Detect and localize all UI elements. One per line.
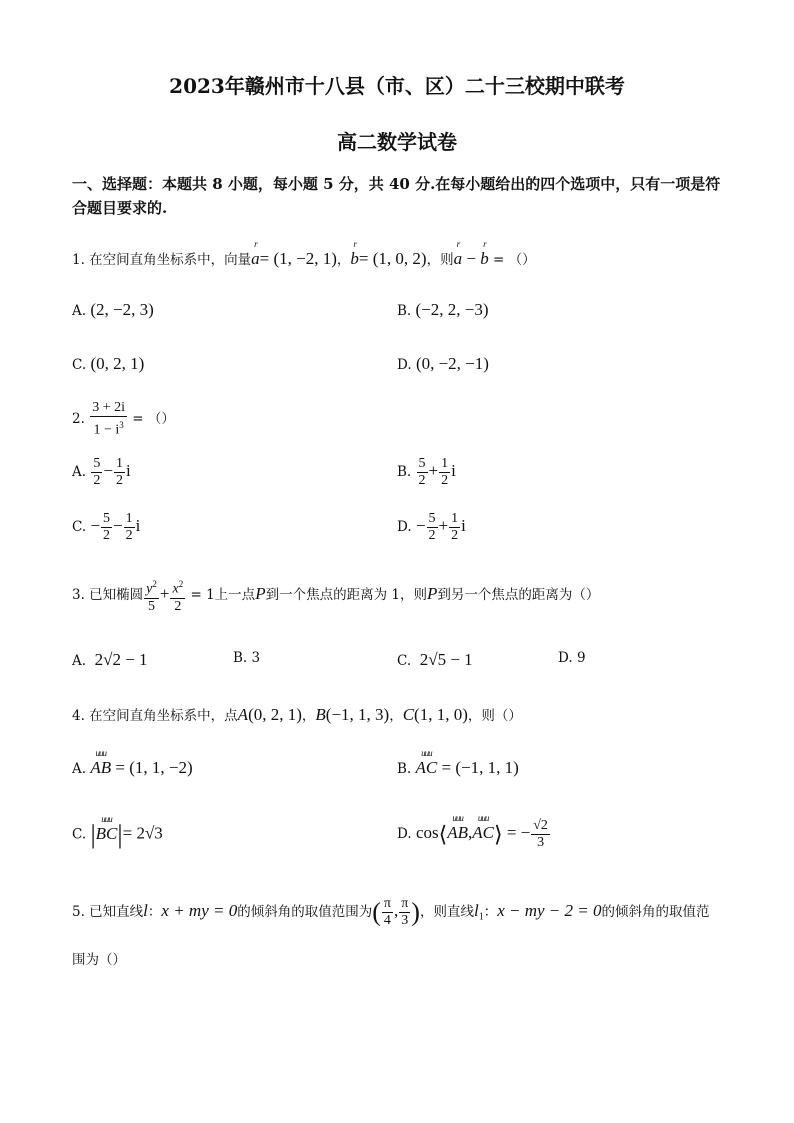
- q3-option-b[interactable]: [233, 650, 260, 666]
- q4-point-c: (1, 1, 0): [414, 705, 468, 724]
- option-label: D.: [397, 826, 412, 842]
- q1-then: ，则: [426, 252, 454, 268]
- q1-stem: 1. 在空间直角坐标系中，向量: [72, 252, 252, 268]
- option-value: = −: [502, 823, 531, 842]
- option-value: 2√2 − 1: [94, 650, 148, 669]
- option-label: C.: [397, 653, 412, 669]
- q2-option-b[interactable]: B. $\frac{5}{2}$ + $\frac{1}{2}$ i: [397, 456, 456, 488]
- q1-comma: ，: [336, 252, 351, 268]
- section-heading: 一、选择题：本题共 8 小题，每小题 5 分，共 40 分.在每小题给出的四个选项中，只有一项是符合题目要求的.: [72, 175, 721, 217]
- question-5-continued: [72, 948, 126, 968]
- q5-then: ，则直线: [419, 904, 474, 920]
- q4-option-c[interactable]: [72, 813, 163, 849]
- q3-option-c[interactable]: [397, 650, 473, 670]
- option-value: (2, −2, 3): [90, 300, 154, 319]
- option-value: 3: [251, 650, 261, 666]
- q4-option-a[interactable]: [72, 748, 193, 778]
- fraction: $\frac{5}{2}$: [93, 456, 101, 488]
- vector-a: r a: [251, 239, 260, 268]
- option-value: (−2, 2, −3): [415, 300, 489, 319]
- q3-post: = 1上一点: [186, 586, 256, 603]
- option-label: B.: [233, 650, 248, 666]
- vector-ac-2: uuu AC: [472, 813, 494, 842]
- option-value: (0, 2, 1): [90, 354, 145, 373]
- fraction: $\frac{1}{2}$: [125, 511, 133, 543]
- fraction: $\frac{\pi}{3}$: [401, 896, 409, 928]
- vector-bc: uuu BC: [95, 813, 118, 843]
- option-label: D.: [397, 519, 412, 535]
- angle-bracket-left: ⟨: [438, 821, 448, 847]
- q4-option-b[interactable]: [397, 748, 519, 778]
- option-label: D.: [558, 650, 573, 666]
- q1-option-a[interactable]: [72, 300, 154, 320]
- q2-denominator: [91, 417, 125, 439]
- q5-line2-eq: x − my − 2 = 0: [497, 901, 602, 920]
- q5-line2: 围为（）: [72, 952, 126, 968]
- q5-stem: 5. 已知直线: [72, 904, 144, 920]
- abs-bar-right: |: [117, 820, 123, 849]
- fraction: $\frac{√2}{3}$: [533, 818, 548, 850]
- q4-option-d[interactable]: D. cos⟨ uuu AB, uuu AC⟩ = − $\frac{√2}{3}$: [397, 813, 548, 850]
- fraction: $\frac{5}{2}$: [418, 456, 426, 488]
- q4-end: ，则（）: [467, 708, 522, 724]
- vector-ab: uuu AB: [90, 748, 112, 777]
- q5-line1-eq: x + my = 0: [161, 901, 238, 920]
- option-value: 2√5 − 1: [419, 650, 473, 669]
- fraction: $\frac{5}{2}$: [103, 511, 111, 543]
- fraction: $\frac{\pi}{4}$: [383, 896, 391, 928]
- q3-option-d[interactable]: [558, 650, 586, 666]
- q2-option-c[interactable]: C. − $\frac{5}{2}$ − $\frac{1}{2}$ i: [72, 511, 141, 543]
- option-label: A.: [72, 653, 87, 669]
- option-value: = (1, 1, −2): [111, 758, 193, 777]
- vector-a-2: r a: [453, 239, 463, 268]
- q2-end: = （）: [127, 410, 175, 427]
- q3-mid: 到一个焦点的距离为 1，则: [265, 586, 427, 603]
- vector-b-2: r b: [480, 239, 489, 268]
- q1-option-c[interactable]: [72, 354, 144, 374]
- option-label: A.: [72, 303, 87, 319]
- option-label: B.: [397, 761, 412, 777]
- option-label: A.: [72, 761, 87, 777]
- q2-den-base: 1 − i: [93, 422, 120, 438]
- paren-right: ): [411, 897, 420, 927]
- q5-mid: 的倾斜角的取值范围为: [237, 904, 373, 920]
- question-2: [72, 400, 175, 439]
- fraction: $\frac{1}{2}$: [115, 456, 123, 488]
- q1-a-value: = (1, −2, 1): [259, 249, 337, 268]
- exam-title: 2023年赣州市十八县（市、区）二十三校期中联考: [169, 74, 625, 98]
- q2-fraction: [90, 400, 127, 439]
- option-value: (0, −2, −1): [415, 354, 489, 373]
- angle-bracket-right: ⟩: [493, 821, 503, 847]
- question-4: 4. 在空间直角坐标系中，点A(0, 2, 1)，B(−1, 1, 3)，C(1, 1, 0)，则（）: [72, 705, 522, 724]
- option-label: B.: [397, 464, 412, 480]
- cos-label: cos: [415, 823, 439, 842]
- q2-den-exp: 3: [119, 420, 124, 430]
- q4-point-b: (−1, 1, 3): [325, 705, 390, 724]
- point-p: P: [255, 583, 266, 603]
- fraction: $\frac{x^2}{2}$: [170, 576, 185, 615]
- q1-minus: −: [462, 249, 481, 268]
- q2-numerator: 3 + 2i: [92, 400, 125, 415]
- question-5: 5. 已知直线l：x + my = 0的倾斜角的取值范围为( $\frac{\pi}{4}$ , $\frac{\pi}{3}$ )，则直线$l_1$：x − my − 2 = 0的倾斜角的取值范: [72, 896, 710, 928]
- fraction: $\frac{5}{2}$: [428, 511, 436, 543]
- option-value: 9: [576, 650, 586, 666]
- point-p-2: P: [426, 583, 438, 603]
- fraction: $\frac{1}{2}$: [451, 511, 459, 543]
- q4-stem: 4. 在空间直角坐标系中，点: [72, 708, 238, 724]
- fraction: $\frac{1}{2}$: [441, 456, 449, 488]
- question-3: 3. 已知椭圆 $\frac{y^2}{5}$ + $\frac{x^2}{2}$ = 1上一点P到一个焦点的距离为 1，则P到另一个焦点的距离为（）: [72, 576, 599, 615]
- exam-subtitle: 高二数学试卷: [337, 130, 457, 154]
- q1-b-value: = (1, 0, 2): [358, 249, 427, 268]
- option-label: B.: [397, 303, 412, 319]
- option-value: = 2√3: [122, 823, 163, 843]
- fraction: $\frac{y^2}{5}$: [144, 576, 159, 615]
- vector-ac: uuu AC: [415, 748, 438, 777]
- q1-option-b[interactable]: [397, 300, 489, 320]
- q2-option-d[interactable]: D. − $\frac{5}{2}$ + $\frac{1}{2}$ i: [397, 511, 466, 543]
- q3-option-a[interactable]: [72, 650, 148, 670]
- q3-end: 到另一个焦点的距离为（）: [437, 586, 600, 603]
- option-label: A.: [72, 464, 87, 480]
- option-label: C.: [72, 357, 87, 373]
- option-value: = (−1, 1, 1): [437, 758, 519, 777]
- q1-option-d[interactable]: [397, 354, 489, 374]
- q4-point-a: (0, 2, 1): [248, 705, 302, 724]
- q1-end: = （）: [488, 252, 536, 268]
- option-label: C.: [72, 826, 87, 843]
- abs-bar-left: |: [90, 820, 96, 849]
- vector-b: r b: [350, 239, 359, 268]
- q5-end: 的倾斜角的取值范: [601, 904, 710, 920]
- question-1: [72, 239, 536, 269]
- vector-ab-2: uuu AB: [447, 813, 468, 842]
- option-label: D.: [397, 357, 412, 373]
- q3-stem: 3. 已知椭圆: [72, 586, 144, 603]
- option-label: C.: [72, 519, 87, 535]
- paren-left: (: [372, 897, 381, 927]
- q2-option-a[interactable]: A. $\frac{5}{2}$ − $\frac{1}{2}$ i: [72, 456, 131, 488]
- q2-number: 2.: [72, 410, 85, 427]
